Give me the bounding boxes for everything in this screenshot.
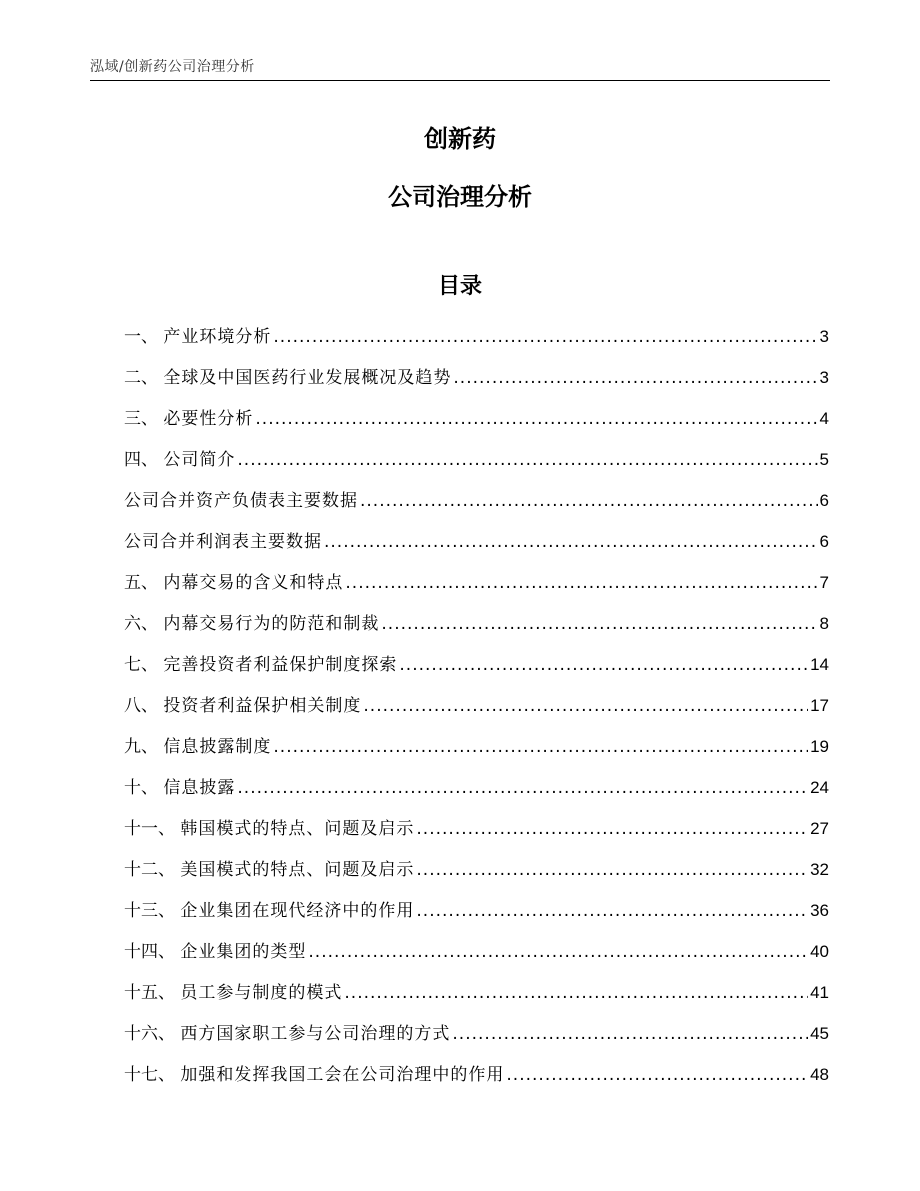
toc-entry-label: 全球及中国医药行业发展概况及趋势 <box>163 368 452 388</box>
toc-entry-page: 4 <box>819 409 829 428</box>
toc-entry[interactable] <box>124 1023 829 1064</box>
toc-entry-label: 公司合并利润表主要数据 <box>124 532 322 552</box>
toc-leader-dots <box>324 531 818 553</box>
toc-entry-label: 企业集团在现代经济中的作用 <box>180 901 415 921</box>
toc-entry-label: 内幕交易的含义和特点 <box>163 573 344 593</box>
toc-leader-dots <box>452 1023 808 1045</box>
toc-leader-dots <box>399 654 808 676</box>
toc-entry-page: 19 <box>810 737 829 756</box>
toc-entry-label: 投资者利益保护相关制度 <box>163 696 362 716</box>
toc-leader-dots <box>416 900 808 922</box>
toc-leader-dots <box>344 982 808 1004</box>
document-title: 创新药 <box>424 125 496 153</box>
toc-entry-page: 27 <box>810 819 829 838</box>
toc-entry-number: 七、 <box>124 655 164 675</box>
toc-entry-page: 14 <box>810 655 829 674</box>
toc-entry-number: 二、 <box>124 368 164 388</box>
toc-entry[interactable] <box>124 531 829 572</box>
toc-entry[interactable] <box>124 941 829 982</box>
toc-leader-dots <box>273 326 817 348</box>
toc-leader-dots <box>453 367 817 389</box>
toc-leader-dots <box>381 613 817 635</box>
toc-entry-label: 西方国家职工参与公司治理的方式 <box>180 1024 451 1044</box>
toc-entry-number: 九、 <box>124 737 164 757</box>
toc-leader-dots <box>416 818 808 840</box>
toc-entry[interactable] <box>124 572 829 613</box>
toc-entry[interactable] <box>124 449 829 490</box>
toc-entry-number: 十四、 <box>124 942 181 962</box>
toc-entry[interactable] <box>124 695 829 736</box>
toc-entry-page: 5 <box>819 450 829 469</box>
toc-leader-dots <box>345 572 817 594</box>
toc-entry-label: 产业环境分析 <box>163 327 272 347</box>
toc-entry-number: 五、 <box>124 573 164 593</box>
toc-entry[interactable] <box>124 613 829 654</box>
toc-entry-page: 6 <box>819 491 829 510</box>
toc-entry-page: 6 <box>819 532 829 551</box>
toc-entry-label: 员工参与制度的模式 <box>180 983 343 1003</box>
toc-entry-number: 三、 <box>124 409 164 429</box>
toc-entry[interactable] <box>124 900 829 941</box>
toc-entry[interactable] <box>124 1064 829 1105</box>
toc-entry-label: 公司简介 <box>163 450 236 470</box>
toc-entry-page: 41 <box>810 983 829 1002</box>
header-rule <box>90 80 830 81</box>
toc-entry-page: 8 <box>819 614 829 633</box>
toc-entry-number: 一、 <box>124 327 164 347</box>
toc-leader-dots <box>255 408 817 430</box>
toc-entry-number: 十二、 <box>124 860 181 880</box>
toc-leader-dots <box>360 490 818 512</box>
toc-entry[interactable] <box>124 490 829 531</box>
toc-leader-dots <box>363 695 808 717</box>
toc-entry-label: 加强和发挥我国工会在公司治理中的作用 <box>180 1065 505 1085</box>
toc-entry[interactable] <box>124 777 829 818</box>
toc-entry-page: 48 <box>810 1065 829 1084</box>
toc-entry[interactable] <box>124 818 829 859</box>
toc-entry-number: 十一、 <box>124 819 181 839</box>
toc-entry-label: 内幕交易行为的防范和制裁 <box>163 614 380 634</box>
toc-entry-label: 韩国模式的特点、问题及启示 <box>180 819 415 839</box>
toc-entry-page: 36 <box>810 901 829 920</box>
toc-leader-dots <box>273 736 808 758</box>
toc-entry-label: 企业集团的类型 <box>180 942 307 962</box>
toc-entry-number: 十五、 <box>124 983 181 1003</box>
toc-entry-page: 40 <box>810 942 829 961</box>
toc-entry-label: 完善投资者利益保护制度探索 <box>163 655 398 675</box>
toc-entry-page: 3 <box>819 327 829 346</box>
toc-entry-number: 十六、 <box>124 1024 181 1044</box>
toc-entry-page: 17 <box>810 696 829 715</box>
toc-entry[interactable] <box>124 367 829 408</box>
toc-leader-dots <box>308 941 808 963</box>
toc-entry-number: 十三、 <box>124 901 181 921</box>
toc-entry-page: 45 <box>810 1024 829 1043</box>
toc-leader-dots <box>237 777 808 799</box>
toc-entry[interactable] <box>124 859 829 900</box>
toc-entry-page: 7 <box>819 573 829 592</box>
toc-entry[interactable] <box>124 326 829 367</box>
toc-entry-number: 十、 <box>124 778 164 798</box>
toc-entry[interactable] <box>124 654 829 695</box>
toc-entry-number: 十七、 <box>124 1065 181 1085</box>
toc-entry[interactable] <box>124 408 829 449</box>
toc-entry[interactable] <box>124 736 829 777</box>
toc-entry-number: 四、 <box>124 450 164 470</box>
toc-entry-page: 3 <box>819 368 829 387</box>
toc-entry-label: 必要性分析 <box>163 409 254 429</box>
toc-leader-dots <box>416 859 808 881</box>
toc-entry-page: 24 <box>810 778 829 797</box>
toc-entry[interactable] <box>124 982 829 1023</box>
toc-leader-dots <box>237 449 817 471</box>
toc-entry-label: 公司合并资产负债表主要数据 <box>124 491 358 511</box>
document-subtitle: 公司治理分析 <box>388 183 532 211</box>
toc-leader-dots <box>506 1064 808 1086</box>
toc-heading: 目录 <box>437 274 482 299</box>
table-of-contents <box>124 326 829 1105</box>
toc-entry-label: 美国模式的特点、问题及启示 <box>180 860 415 880</box>
toc-entry-page: 32 <box>810 860 829 879</box>
running-header: 泓域/创新药公司治理分析 <box>90 59 255 75</box>
toc-entry-label: 信息披露 <box>163 778 236 798</box>
toc-entry-number: 八、 <box>124 696 164 716</box>
toc-entry-label: 信息披露制度 <box>163 737 272 757</box>
toc-entry-number: 六、 <box>124 614 164 634</box>
